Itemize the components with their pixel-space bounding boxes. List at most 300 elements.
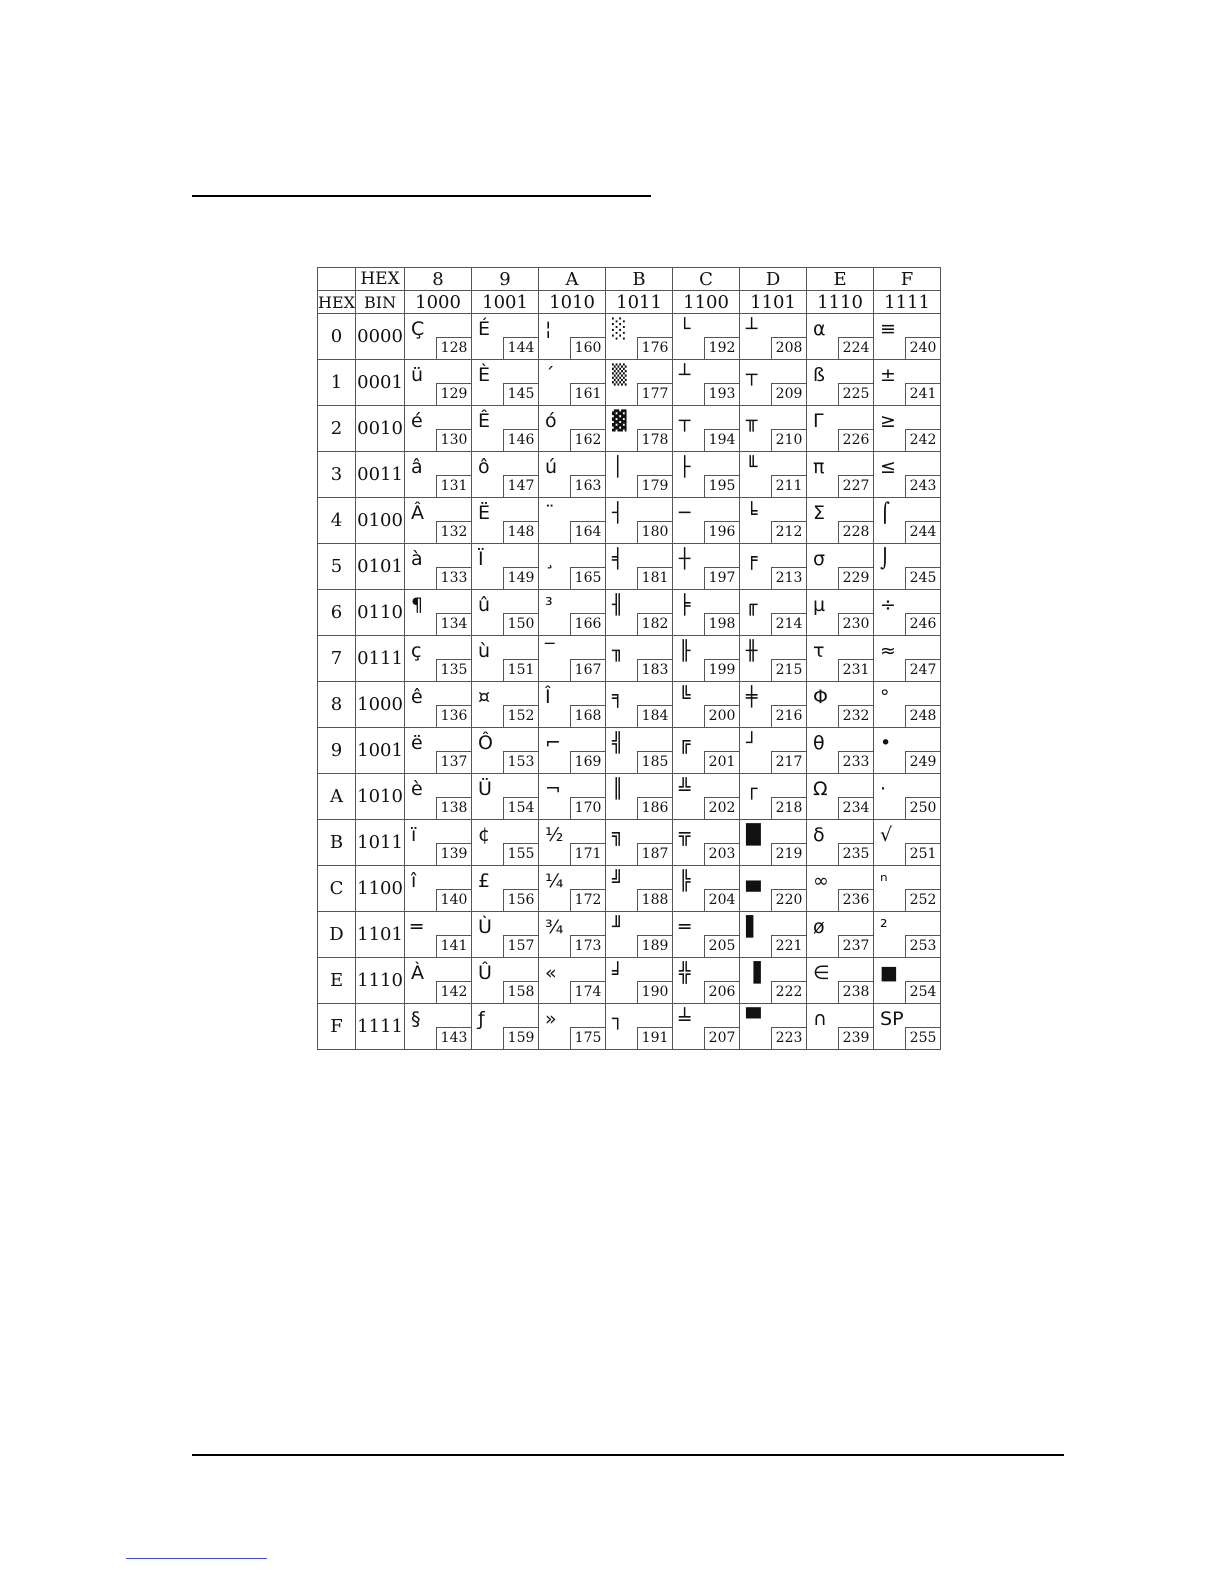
table-row	[318, 590, 941, 636]
char-glyph: ╟	[679, 640, 691, 662]
char-cell	[472, 1004, 539, 1050]
char-cell	[874, 958, 941, 1004]
row-hex: 7	[318, 636, 356, 682]
char-decimal-code: 132	[436, 521, 471, 543]
char-decimal-code: 251	[905, 843, 940, 865]
char-cell	[539, 912, 606, 958]
char-glyph: ╡	[612, 548, 624, 570]
char-decimal-code: 204	[704, 889, 739, 911]
table-row	[318, 498, 941, 544]
char-cell	[807, 452, 874, 498]
char-cell	[539, 958, 606, 1004]
char-decimal-code: 161	[570, 383, 605, 405]
char-cell	[673, 314, 740, 360]
char-decimal-code: 209	[771, 383, 806, 405]
char-decimal-code: 150	[503, 613, 538, 635]
row-bin: 1000	[356, 682, 405, 728]
char-decimal-code: 247	[905, 659, 940, 681]
char-glyph: ∩	[813, 1008, 827, 1030]
char-glyph: ╧	[679, 1008, 691, 1030]
char-cell	[874, 590, 941, 636]
char-decimal-code: 186	[637, 797, 672, 819]
char-decimal-code: 202	[704, 797, 739, 819]
char-decimal-code: 218	[771, 797, 806, 819]
char-cell	[472, 728, 539, 774]
char-glyph: ≡	[880, 318, 896, 340]
char-decimal-code: 221	[771, 935, 806, 957]
char-cell	[673, 1004, 740, 1050]
char-glyph: Ç	[411, 318, 425, 340]
char-glyph: ù	[478, 640, 491, 662]
char-cell	[807, 1004, 874, 1050]
char-cell	[874, 912, 941, 958]
char-glyph: ¤	[478, 686, 491, 708]
char-glyph: è	[411, 778, 423, 800]
char-cell	[874, 544, 941, 590]
char-glyph: Ï	[478, 548, 484, 570]
char-decimal-code: 173	[570, 935, 605, 957]
char-cell	[673, 360, 740, 406]
table-row	[318, 544, 941, 590]
char-glyph: ¦	[545, 318, 552, 340]
row-bin: 1010	[356, 774, 405, 820]
char-glyph: ⌐	[545, 732, 561, 754]
char-decimal-code: 167	[570, 659, 605, 681]
header-row-bin	[318, 291, 941, 314]
char-glyph: ┴	[679, 364, 691, 386]
char-decimal-code: 210	[771, 429, 806, 451]
char-glyph: ╞	[679, 594, 691, 616]
char-glyph: ┼	[679, 548, 691, 570]
char-glyph: ╓	[746, 594, 758, 616]
char-decimal-code: 233	[838, 751, 873, 773]
char-glyph: ┐	[612, 1008, 624, 1030]
char-decimal-code: 203	[704, 843, 739, 865]
char-decimal-code: 137	[436, 751, 471, 773]
row-bin: 0000	[356, 314, 405, 360]
char-decimal-code: 236	[838, 889, 873, 911]
char-glyph: ê	[411, 686, 423, 708]
column-hex-8: 8	[405, 268, 472, 291]
char-decimal-code: 145	[503, 383, 538, 405]
char-cell	[539, 590, 606, 636]
char-cell	[807, 636, 874, 682]
char-glyph: ⌡	[880, 548, 890, 570]
char-glyph: ÷	[880, 594, 896, 616]
char-glyph: ╣	[612, 732, 624, 754]
char-glyph: ⌠	[880, 502, 890, 524]
char-cell	[807, 314, 874, 360]
char-cell	[740, 406, 807, 452]
char-cell	[405, 820, 472, 866]
char-cell	[606, 774, 673, 820]
char-decimal-code: 201	[704, 751, 739, 773]
char-decimal-code: 213	[771, 567, 806, 589]
char-decimal-code: 143	[436, 1027, 471, 1049]
char-decimal-code: 179	[637, 475, 672, 497]
char-decimal-code: 193	[704, 383, 739, 405]
char-decimal-code: 252	[905, 889, 940, 911]
char-cell	[874, 452, 941, 498]
char-glyph: »	[545, 1008, 557, 1030]
row-bin: 0010	[356, 406, 405, 452]
char-cell	[740, 728, 807, 774]
char-glyph: ▀	[746, 1008, 761, 1030]
char-glyph: ├	[679, 456, 691, 478]
char-cell	[472, 774, 539, 820]
char-cell	[405, 866, 472, 912]
row-bin: 0111	[356, 636, 405, 682]
char-cell	[673, 452, 740, 498]
char-glyph: Û	[478, 962, 492, 984]
row-bin: 1110	[356, 958, 405, 1004]
char-cell	[606, 590, 673, 636]
char-cell	[405, 774, 472, 820]
char-decimal-code: 195	[704, 475, 739, 497]
char-cell	[807, 728, 874, 774]
char-glyph: µ	[813, 594, 826, 616]
char-decimal-code: 249	[905, 751, 940, 773]
char-cell	[472, 636, 539, 682]
column-bin-D: 1101	[740, 291, 807, 314]
table-row	[318, 912, 941, 958]
char-cell	[874, 498, 941, 544]
char-cell	[472, 820, 539, 866]
char-glyph: ╢	[612, 594, 624, 616]
char-cell	[405, 728, 472, 774]
char-decimal-code: 248	[905, 705, 940, 727]
row-hex: C	[318, 866, 356, 912]
row-hex: 0	[318, 314, 356, 360]
column-hex-C: C	[673, 268, 740, 291]
char-cell	[606, 1004, 673, 1050]
char-glyph: Ë	[478, 502, 491, 524]
char-glyph: δ	[813, 824, 825, 846]
char-glyph: ß	[813, 364, 825, 386]
char-decimal-code: 177	[637, 383, 672, 405]
char-decimal-code: 255	[905, 1027, 940, 1049]
char-glyph: ▓	[612, 410, 627, 432]
row-hex: A	[318, 774, 356, 820]
char-cell	[539, 360, 606, 406]
char-cell	[405, 1004, 472, 1050]
column-bin-9: 1001	[472, 291, 539, 314]
char-cell	[472, 682, 539, 728]
char-decimal-code: 152	[503, 705, 538, 727]
char-glyph: Σ	[813, 502, 826, 524]
char-decimal-code: 133	[436, 567, 471, 589]
char-cell	[539, 866, 606, 912]
char-cell	[673, 590, 740, 636]
char-cell	[606, 912, 673, 958]
char-cell	[740, 590, 807, 636]
char-cell	[740, 360, 807, 406]
table-row	[318, 682, 941, 728]
char-glyph: À	[411, 962, 425, 984]
char-glyph: ╚	[679, 686, 691, 708]
char-cell	[673, 544, 740, 590]
char-cell	[740, 682, 807, 728]
table-row	[318, 728, 941, 774]
char-decimal-code: 227	[838, 475, 873, 497]
char-cell	[405, 912, 472, 958]
char-decimal-code: 217	[771, 751, 806, 773]
char-cell	[472, 452, 539, 498]
char-decimal-code: 229	[838, 567, 873, 589]
char-cell	[405, 498, 472, 544]
row-hex: 9	[318, 728, 356, 774]
char-glyph: È	[478, 364, 491, 386]
char-cell	[539, 1004, 606, 1050]
char-cell	[472, 866, 539, 912]
char-decimal-code: 155	[503, 843, 538, 865]
char-cell	[673, 406, 740, 452]
char-decimal-code: 222	[771, 981, 806, 1003]
char-decimal-code: 158	[503, 981, 538, 1003]
row-bin: 1111	[356, 1004, 405, 1050]
char-cell	[606, 544, 673, 590]
char-glyph: é	[411, 410, 423, 432]
char-glyph: ┬	[746, 364, 758, 386]
char-cell	[740, 866, 807, 912]
char-cell	[874, 728, 941, 774]
char-decimal-code: 142	[436, 981, 471, 1003]
char-cell	[740, 958, 807, 1004]
char-decimal-code: 141	[436, 935, 471, 957]
table-row	[318, 360, 941, 406]
char-cell	[874, 636, 941, 682]
char-glyph: ╫	[746, 640, 758, 662]
char-cell	[740, 636, 807, 682]
column-hex-D: D	[740, 268, 807, 291]
char-decimal-code: 232	[838, 705, 873, 727]
char-cell	[673, 866, 740, 912]
char-glyph: ■	[880, 962, 898, 984]
char-decimal-code: 175	[570, 1027, 605, 1049]
char-cell	[606, 636, 673, 682]
char-glyph: Ω	[813, 778, 828, 800]
char-glyph: ═	[411, 916, 423, 938]
char-glyph: ∞	[813, 870, 829, 892]
char-glyph: ¾	[545, 916, 564, 938]
char-cell	[874, 1004, 941, 1050]
column-bin-B: 1011	[606, 291, 673, 314]
row-bin: 0001	[356, 360, 405, 406]
char-glyph: SP	[880, 1008, 904, 1030]
char-glyph: ┌	[746, 778, 758, 800]
char-decimal-code: 228	[838, 521, 873, 543]
char-glyph: ¢	[478, 824, 491, 846]
char-cell	[874, 866, 941, 912]
char-cell	[807, 866, 874, 912]
char-decimal-code: 128	[436, 337, 471, 359]
table-row	[318, 1004, 941, 1050]
char-glyph: ²	[880, 916, 888, 938]
char-decimal-code: 159	[503, 1027, 538, 1049]
char-decimal-code: 237	[838, 935, 873, 957]
char-cell	[874, 774, 941, 820]
char-glyph: ╜	[612, 916, 624, 938]
char-glyph: ▒	[612, 364, 627, 386]
char-glyph: ╕	[612, 686, 624, 708]
column-hex-B: B	[606, 268, 673, 291]
column-hex-E: E	[807, 268, 874, 291]
char-cell	[472, 406, 539, 452]
row-hex: 4	[318, 498, 356, 544]
char-cell	[472, 912, 539, 958]
char-glyph: ║	[612, 778, 624, 800]
char-glyph: ¼	[545, 870, 564, 892]
char-glyph: ú	[545, 456, 558, 478]
char-glyph: ░	[612, 318, 627, 340]
row-hex: 3	[318, 452, 356, 498]
corner-cell	[318, 268, 356, 291]
column-bin-8: 1000	[405, 291, 472, 314]
char-glyph: ƒ	[478, 1008, 485, 1030]
row-hex-label: HEX	[318, 292, 356, 312]
char-glyph: ═	[679, 916, 691, 938]
column-bin-C: 1100	[673, 291, 740, 314]
char-glyph: ¨	[545, 502, 555, 524]
char-glyph: ∈	[813, 962, 830, 984]
row-hex: E	[318, 958, 356, 1004]
char-cell	[740, 1004, 807, 1050]
header-bin-label: BIN	[356, 291, 405, 314]
char-decimal-code: 240	[905, 337, 940, 359]
char-decimal-code: 187	[637, 843, 672, 865]
table-row	[318, 866, 941, 912]
char-decimal-code: 208	[771, 337, 806, 359]
char-decimal-code: 154	[503, 797, 538, 819]
char-decimal-code: 189	[637, 935, 672, 957]
char-cell	[606, 452, 673, 498]
char-decimal-code: 220	[771, 889, 806, 911]
char-cell	[539, 728, 606, 774]
char-glyph: ╥	[746, 410, 758, 432]
char-cell	[606, 958, 673, 1004]
char-cell	[405, 452, 472, 498]
char-decimal-code: 164	[570, 521, 605, 543]
char-decimal-code: 176	[637, 337, 672, 359]
char-cell	[740, 544, 807, 590]
char-decimal-code: 194	[704, 429, 739, 451]
char-cell	[807, 544, 874, 590]
char-glyph: █	[746, 824, 761, 846]
column-hex-F: F	[874, 268, 941, 291]
char-decimal-code: 181	[637, 567, 672, 589]
char-glyph: É	[478, 318, 491, 340]
char-cell	[807, 682, 874, 728]
char-cell	[472, 360, 539, 406]
char-cell	[472, 958, 539, 1004]
char-decimal-code: 184	[637, 705, 672, 727]
char-decimal-code: 216	[771, 705, 806, 727]
char-cell	[673, 820, 740, 866]
char-glyph: ⁿ	[880, 870, 888, 892]
char-glyph: σ	[813, 548, 826, 570]
char-glyph: ≤	[880, 456, 896, 478]
char-decimal-code: 205	[704, 935, 739, 957]
char-decimal-code: 211	[771, 475, 806, 497]
char-glyph: ¸	[545, 548, 555, 570]
char-decimal-code: 151	[503, 659, 538, 681]
char-glyph: Ù	[478, 916, 492, 938]
char-glyph: ▐	[746, 962, 761, 984]
char-glyph: │	[612, 456, 624, 478]
char-decimal-code: 244	[905, 521, 940, 543]
char-cell	[606, 682, 673, 728]
char-decimal-code: 144	[503, 337, 538, 359]
char-decimal-code: 169	[570, 751, 605, 773]
table-row	[318, 958, 941, 1004]
char-decimal-code: 180	[637, 521, 672, 543]
char-glyph: ½	[545, 824, 564, 846]
char-decimal-code: 171	[570, 843, 605, 865]
character-code-table	[317, 267, 941, 1050]
char-decimal-code: 241	[905, 383, 940, 405]
column-bin-A: 1010	[539, 291, 606, 314]
char-glyph: √	[880, 824, 893, 846]
char-decimal-code: 207	[704, 1027, 739, 1049]
char-cell	[874, 406, 941, 452]
char-glyph: ç	[411, 640, 422, 662]
char-decimal-code: 245	[905, 567, 940, 589]
char-glyph: τ	[813, 640, 825, 662]
char-cell	[807, 820, 874, 866]
char-cell	[539, 498, 606, 544]
row-hex: 8	[318, 682, 356, 728]
char-cell	[807, 406, 874, 452]
row-bin: 0100	[356, 498, 405, 544]
char-decimal-code: 182	[637, 613, 672, 635]
char-cell	[606, 406, 673, 452]
char-decimal-code: 130	[436, 429, 471, 451]
char-decimal-code: 134	[436, 613, 471, 635]
column-hex-9: 9	[472, 268, 539, 291]
char-glyph: ü	[411, 364, 424, 386]
char-cell	[606, 820, 673, 866]
char-glyph: •	[880, 732, 892, 754]
char-glyph: ▌	[746, 916, 761, 938]
char-glyph: ¬	[545, 778, 561, 800]
char-cell	[807, 958, 874, 1004]
char-cell	[874, 314, 941, 360]
char-glyph: α	[813, 318, 826, 340]
char-cell	[740, 912, 807, 958]
char-cell	[405, 636, 472, 682]
char-cell	[472, 498, 539, 544]
char-cell	[874, 820, 941, 866]
char-cell	[539, 682, 606, 728]
char-glyph: ╠	[679, 870, 691, 892]
char-glyph: ╛	[612, 962, 624, 984]
table-row	[318, 406, 941, 452]
char-glyph: ï	[411, 824, 417, 846]
char-decimal-code: 174	[570, 981, 605, 1003]
char-glyph: ╙	[746, 456, 758, 478]
char-decimal-code: 129	[436, 383, 471, 405]
char-decimal-code: 238	[838, 981, 873, 1003]
char-decimal-code: 230	[838, 613, 873, 635]
char-glyph: ≥	[880, 410, 896, 432]
char-decimal-code: 196	[704, 521, 739, 543]
header-hex-label: HEX	[356, 268, 405, 291]
char-decimal-code: 165	[570, 567, 605, 589]
char-cell	[673, 774, 740, 820]
char-decimal-code: 214	[771, 613, 806, 635]
char-decimal-code: 197	[704, 567, 739, 589]
char-decimal-code: 215	[771, 659, 806, 681]
